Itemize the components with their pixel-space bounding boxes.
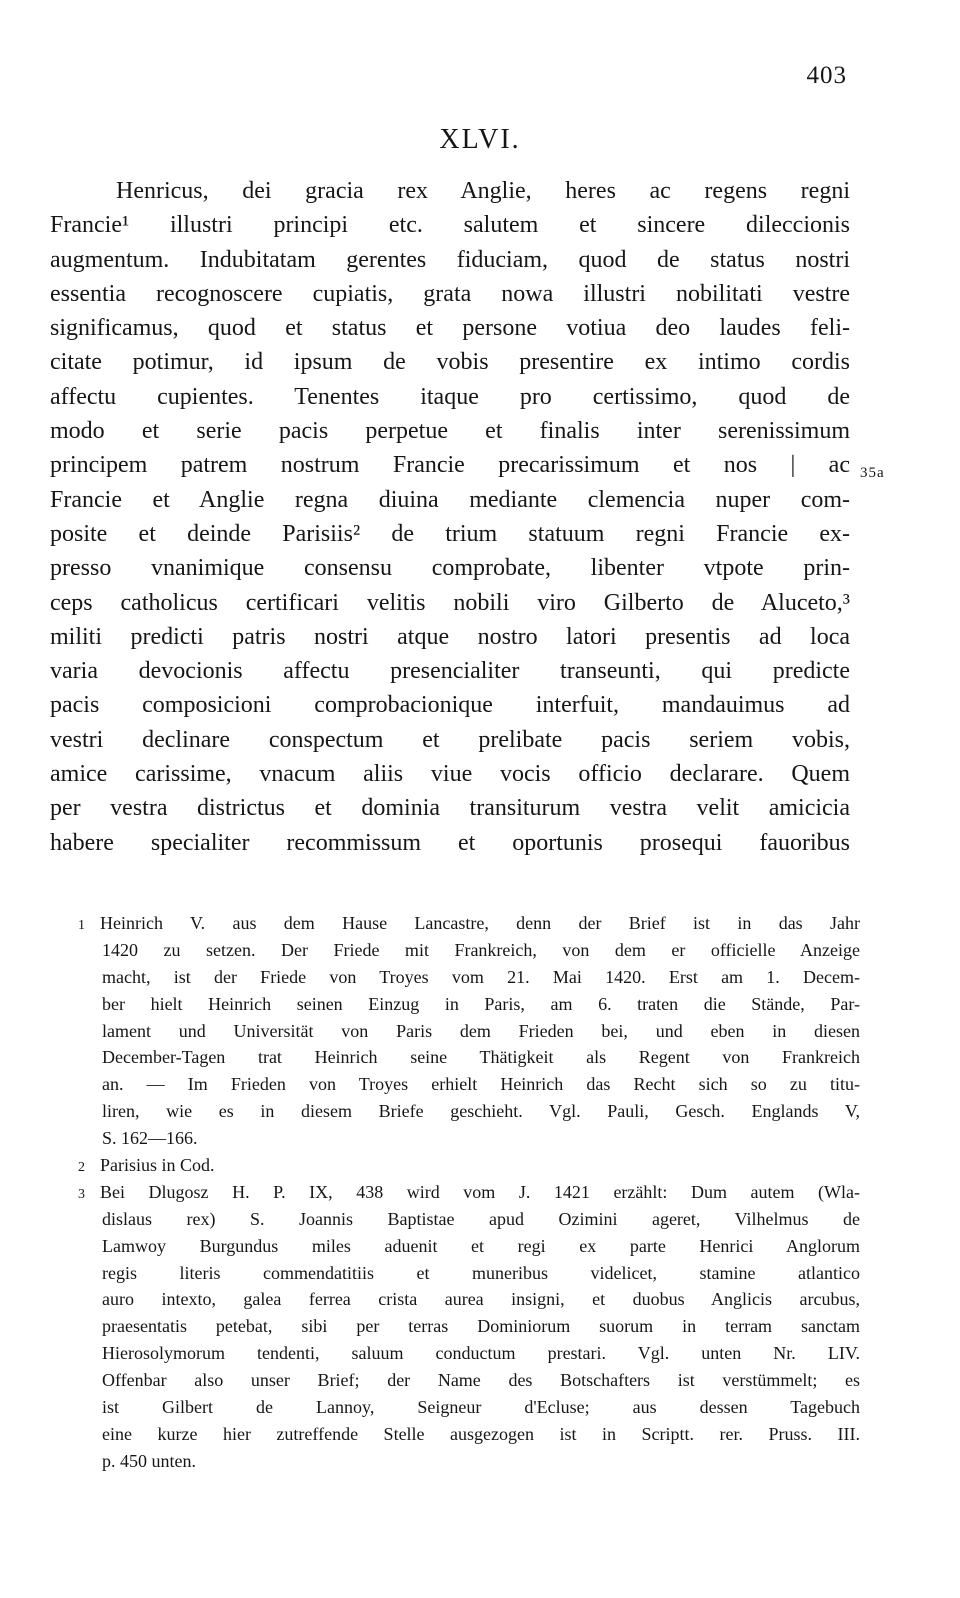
letter-heading: XLVI. xyxy=(439,124,521,155)
footnote-line: praesentatis petebat, sibi per terras Dominiorum suorum in terram sanctam xyxy=(102,1316,860,1337)
footnote-line: p. 450 unten. xyxy=(102,1450,196,1471)
body-line: amice carissime, vnacum aliis viue vocis officio declarare. Quem xyxy=(50,761,850,788)
body-line: presso vnanimique consensu comprobate, libenter vtpote prin- xyxy=(50,555,850,582)
footnote-line xyxy=(50,910,860,937)
footnote-line: ist Gilbert de Lannoy, Seigneur d'Ecluse; aus dessen Tagebuch xyxy=(102,1397,860,1418)
footnote-line: December-Tagen trat Heinrich seine Thätigkeit als Regent von Frankreich xyxy=(102,1047,860,1068)
margin-folio-note: 35a xyxy=(860,465,885,481)
body-line: essentia recognoscere cupiatis, grata nowa illustri nobilitati vestre xyxy=(50,280,850,307)
footnote-marker: 2 xyxy=(78,1160,85,1176)
letter-body xyxy=(50,174,850,860)
footnote-line: an. — Im Frieden von Troyes erhielt Heinrich das Recht sich so zu titu- xyxy=(102,1074,860,1095)
footnote-line: Hierosolymorum tendenti, saluum conductum prestari. Vgl. unten Nr. LIV. xyxy=(102,1343,860,1364)
footnote-line xyxy=(50,1152,860,1179)
footnote-line: 1420 zu setzen. Der Friede mit Frankreich, von dem er officielle Anzeige xyxy=(102,939,860,960)
body-line: significamus, quod et status et persone votiua deo laudes feli- xyxy=(50,315,850,342)
footnote-line: eine kurze hier zutreffende Stelle ausgezogen ist in Scriptt. rer. Pruss. III. xyxy=(102,1423,860,1444)
footnote-text: Bei Dlugosz H. P. IX, 438 wird vom J. 1421 erzählt: Dum autem (Wla- xyxy=(100,1181,860,1202)
body-line: pacis composicioni comprobacionique interfuit, mandauimus ad xyxy=(50,692,850,719)
footnote-line xyxy=(50,1179,860,1206)
body-line: posite et deinde Parisiis² de trium statuum regni Francie ex- xyxy=(50,520,850,547)
footnote-line: Offenbar also unser Brief; der Name des Botschafters ist verstümmelt; es xyxy=(102,1370,860,1391)
body-line: vestri declinare conspectum et prelibate pacis seriem vobis, xyxy=(50,726,850,753)
footnote-line: Lamwoy Burgundus miles aduenit et regi ex parte Henrici Anglorum xyxy=(102,1235,860,1256)
body-line: Henricus, dei gracia rex Anglie, heres ac regens regni xyxy=(116,178,850,204)
body-line: citate potimur, id ipsum de vobis presentire ex intimo cordis xyxy=(50,349,850,376)
body-line: ceps catholicus certificari velitis nobili viro Gilberto de Aluceto,³ xyxy=(50,589,850,616)
body-line: Francie¹ illustri principi etc. salutem et sincere dileccionis xyxy=(50,212,850,239)
body-line: militi predicti patris nostri atque nostro latori presentis ad loca xyxy=(50,623,850,650)
footnotes xyxy=(50,910,860,1475)
footnote-line: macht, ist der Friede von Troyes vom 21. Mai 1420. Erst am 1. Decem- xyxy=(102,966,860,987)
footnote-line: dislaus rex) S. Joannis Baptistae apud Ozimini ageret, Vilhelmus de xyxy=(102,1208,860,1229)
footnote-line: auro intexto, galea ferrea crista aurea insigni, et duobus Anglicis arcubus, xyxy=(102,1289,860,1310)
body-line: varia devocionis affectu presencialiter transeunti, qui predicte xyxy=(50,658,850,685)
body-line: habere specialiter recommissum et oportunis prosequi fauoribus xyxy=(50,829,850,856)
body-line: Francie et Anglie regna diuina mediante clemencia nuper com- xyxy=(50,486,850,513)
footnote-line: lament und Universität von Paris dem Frieden bei, und eben in diesen xyxy=(102,1020,860,1041)
footnote-line: ber hielt Heinrich seinen Einzug in Paris, am 6. traten die Stände, Par- xyxy=(102,993,860,1014)
page-number: 403 xyxy=(806,62,847,89)
body-line: affectu cupientes. Tenentes itaque pro certissimo, quod de xyxy=(50,383,850,410)
footnote-marker: 3 xyxy=(78,1186,85,1202)
body-line: modo et serie pacis perpetue et finalis inter serenissimum xyxy=(50,418,850,445)
footnote-line: regis literis commendatitiis et muneribus videlicet, stamine atlantico xyxy=(102,1262,860,1283)
footnote-marker: 1 xyxy=(78,918,85,933)
footnote-text: Parisius in Cod. xyxy=(100,1155,215,1176)
body-line: principem patrem nostrum Francie precarissimum et nos | ac xyxy=(50,452,850,479)
footnote-text: Heinrich V. aus dem Hause Lancastre, denn der Brief ist in das Jahr xyxy=(100,913,860,933)
footnote-line: S. 162—166. xyxy=(102,1128,198,1149)
footnote-line: liren, wie es in diesem Briefe geschieht. Vgl. Pauli, Gesch. Englands V, xyxy=(102,1101,860,1122)
body-line: augmentum. Indubitatam gerentes fiduciam, quod de status nostri xyxy=(50,246,850,273)
body-line: per vestra districtus et dominia transiturum vestra velit amicicia xyxy=(50,795,850,822)
